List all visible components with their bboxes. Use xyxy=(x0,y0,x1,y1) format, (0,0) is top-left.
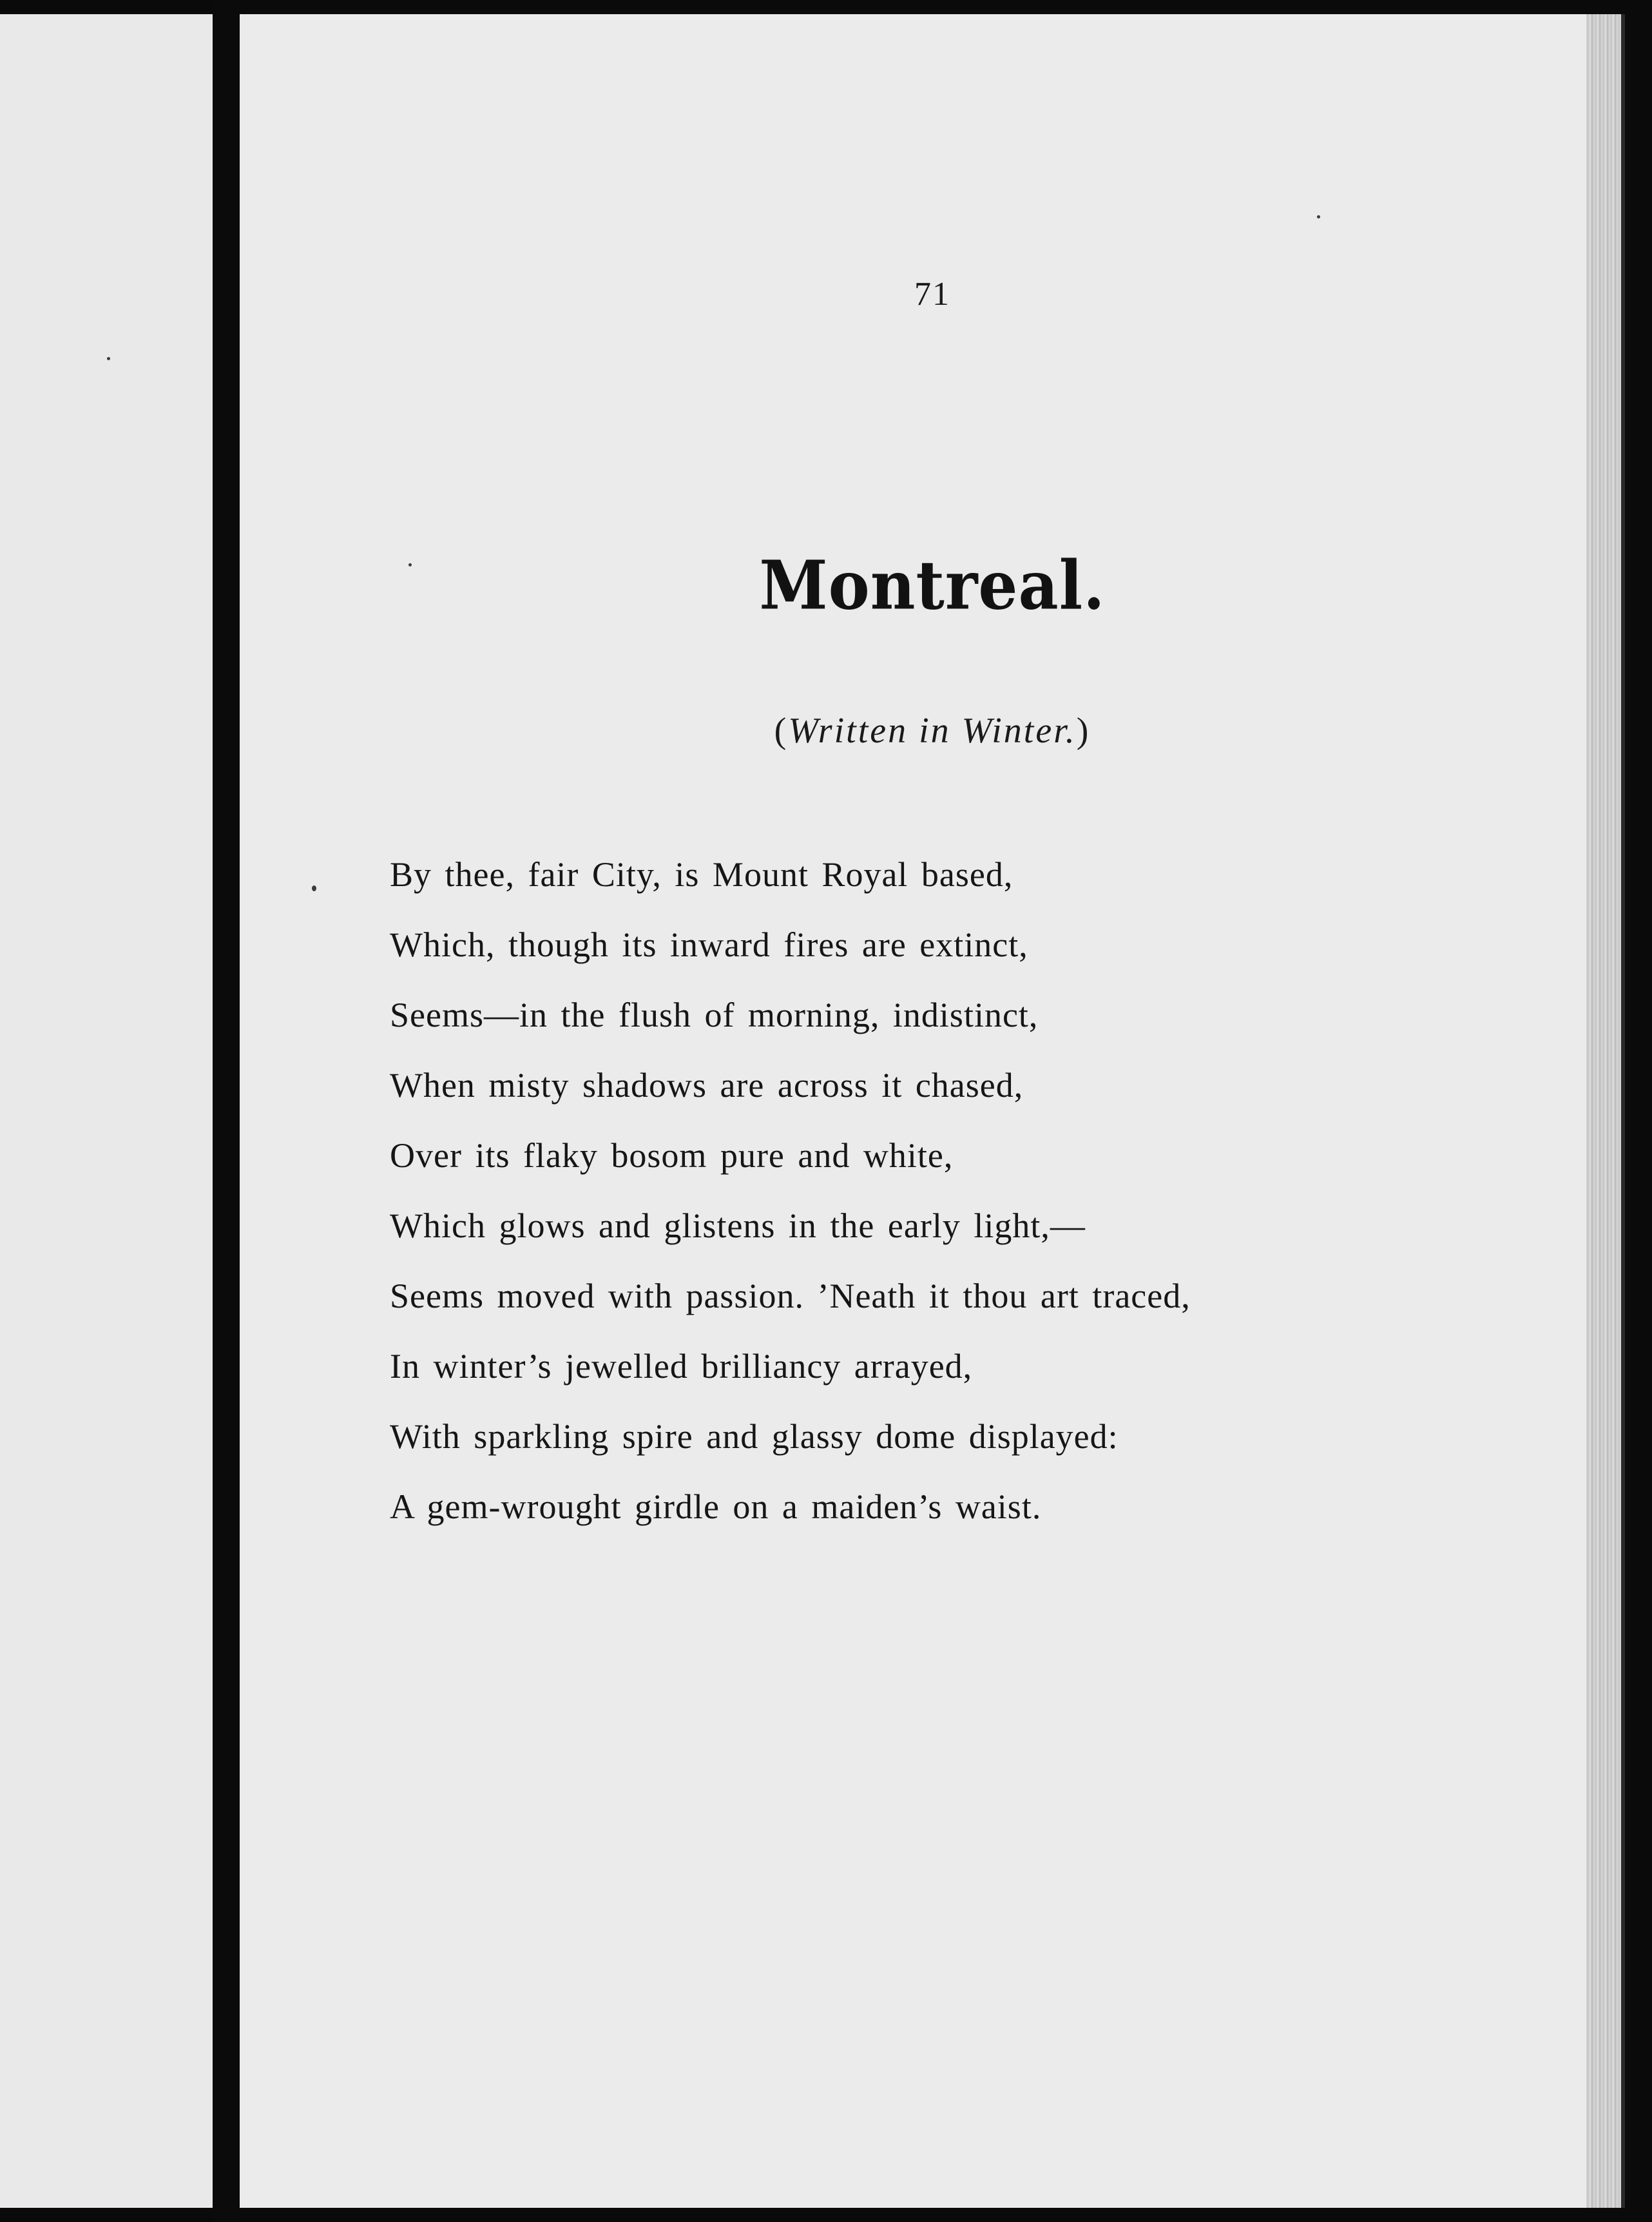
poem-line: Seems moved with passion. ’Neath it thou art traced, xyxy=(390,1277,1191,1315)
page-number: 71 xyxy=(914,276,950,313)
poem-line: With sparkling spire and glassy dome displayed: xyxy=(390,1417,1119,1456)
poem-title: Montreal. xyxy=(759,546,1106,625)
left-page-edge xyxy=(0,14,213,2208)
subtitle-open-paren: ( xyxy=(774,711,789,751)
poem-stanza xyxy=(390,852,1550,1554)
subtitle-text: Written in Winter. xyxy=(788,711,1077,751)
poem-line: When misty shadows are across it chased, xyxy=(390,1066,1024,1105)
page-stack-edges xyxy=(1586,14,1625,2208)
poem-line: Which glows and glistens in the early light,— xyxy=(390,1206,1086,1245)
speck xyxy=(107,357,110,360)
poem-subtitle xyxy=(240,710,1625,751)
speck xyxy=(312,885,316,891)
poem-line: In winter’s jewelled brilliancy arrayed, xyxy=(390,1347,973,1386)
poem-line: By thee, fair City, is Mount Royal based, xyxy=(390,855,1013,894)
book-gutter xyxy=(213,0,240,2222)
poem-line: Which, though its inward fires are extinct, xyxy=(390,925,1028,964)
poem-line: Seems—in the flush of morning, indistinct, xyxy=(390,996,1039,1034)
book-page xyxy=(240,14,1625,2208)
poem-line: Over its flaky bosom pure and white, xyxy=(390,1136,954,1175)
speck xyxy=(1317,215,1320,218)
subtitle-close-paren: ) xyxy=(1076,711,1091,751)
poem-line: A gem-wrought girdle on a maiden’s waist. xyxy=(390,1487,1042,1526)
